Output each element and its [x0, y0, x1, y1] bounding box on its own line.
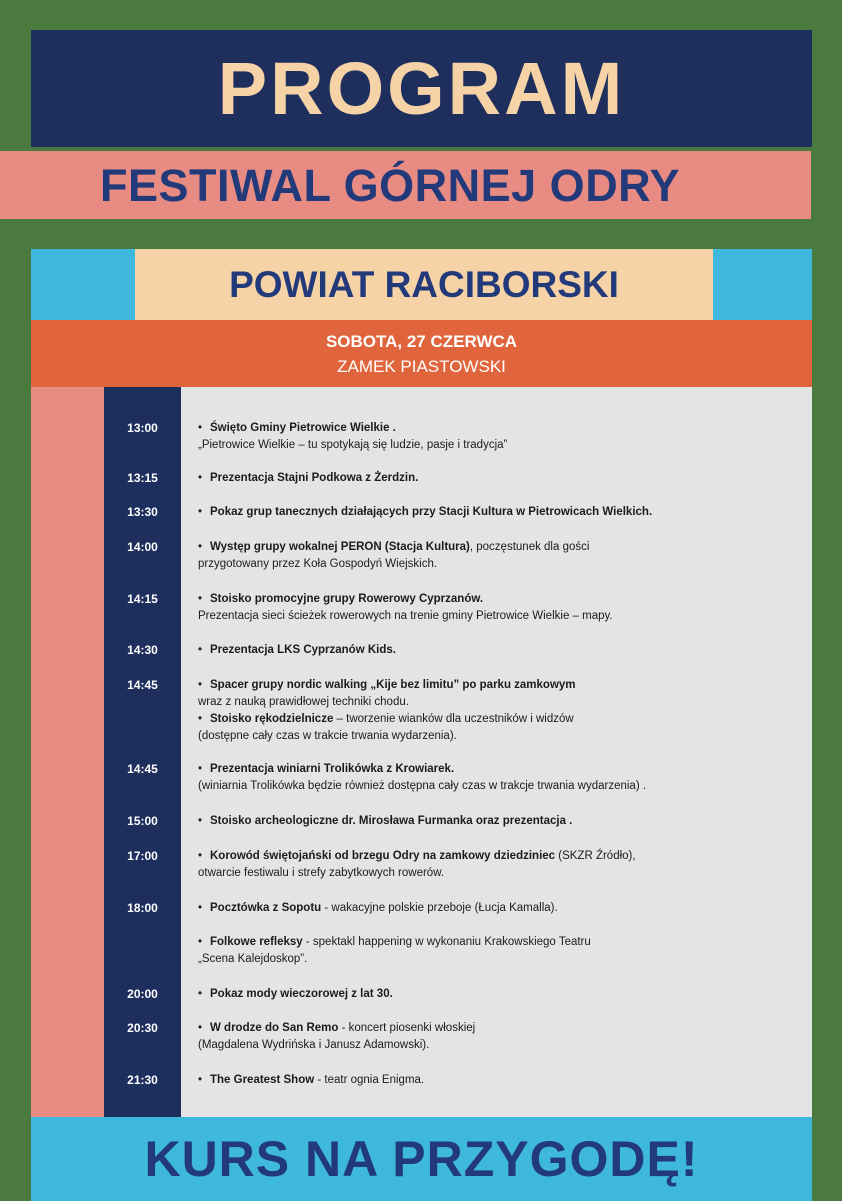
- description-line: [198, 591, 798, 608]
- schedule-time: 14:45: [127, 678, 158, 692]
- event-venue: ZAMEK PIASTOWSKI: [337, 356, 506, 376]
- activity-detail: „Pietrowice Wielkie – tu spotykają się ludzie, pasje i tradycja”: [198, 439, 508, 451]
- bullet-icon: •: [198, 472, 203, 484]
- bullet-icon: •: [198, 713, 203, 725]
- bullet-icon: •: [198, 506, 203, 518]
- description-line: [198, 437, 798, 454]
- schedule-description: [198, 470, 798, 487]
- description-line: [198, 1072, 798, 1089]
- schedule-description: [198, 642, 798, 659]
- description-line: [198, 778, 798, 795]
- bullet-icon: •: [198, 1022, 203, 1034]
- activity-name: Korowód świętojański od brzegu Odry na zamkowy dziedziniec: [210, 850, 556, 862]
- activity-detail: otwarcie festiwalu i strefy zabytkowych rowerów.: [198, 867, 445, 879]
- bullet-icon: •: [198, 815, 203, 827]
- schedule-time: 15:00: [127, 814, 158, 828]
- bullet-icon: •: [198, 936, 203, 948]
- activity-detail: - koncert piosenki włoskiej: [338, 1022, 476, 1034]
- activity-name: Święto Gminy Pietrowice Wielkie .: [210, 422, 396, 434]
- schedule-description: [198, 934, 798, 968]
- activity-detail: – tworzenie wianków dla uczestników i widzów: [333, 713, 574, 725]
- schedule-description: [198, 761, 798, 795]
- description-line: [198, 642, 798, 659]
- schedule-time: 17:00: [127, 849, 158, 863]
- description-line: [198, 711, 798, 728]
- description-line: [198, 986, 798, 1003]
- schedule-panel: [181, 387, 812, 1117]
- festival-title: FESTIWAL GÓRNEJ ODRY: [99, 159, 681, 211]
- schedule-time: 13:30: [127, 505, 158, 519]
- schedule-description: [198, 591, 798, 625]
- bullet-icon: •: [198, 541, 203, 553]
- activity-name: Pokaz mody wieczorowej z lat 30.: [210, 988, 393, 1000]
- activity-detail: - teatr ognia Enigma.: [314, 1074, 425, 1086]
- bullet-icon: •: [198, 1074, 203, 1086]
- activity-name: Stoisko rękodzielnicze: [210, 713, 334, 725]
- bullet-icon: •: [198, 422, 203, 434]
- activity-name: Stoisko promocyjne grupy Rowerowy Cyprzanów.: [210, 593, 484, 605]
- description-line: [198, 900, 798, 917]
- schedule-time: 20:00: [127, 987, 158, 1001]
- activity-name: Pocztówka z Sopotu: [210, 902, 322, 914]
- activity-name: Występ grupy wokalnej PERON (Stacja Kultura): [210, 541, 470, 553]
- description-line: [198, 556, 798, 573]
- description-line: [198, 1037, 798, 1054]
- activity-detail: Prezentacja sieci ścieżek rowerowych na trenie gminy Pietrowice Wielkie – mapy.: [198, 610, 613, 622]
- schedule-time: 13:15: [127, 471, 158, 485]
- description-line: [198, 728, 798, 745]
- description-line: [198, 761, 798, 778]
- schedule-description: [198, 900, 798, 917]
- activity-detail: (Magdalena Wydrińska i Janusz Adamowski).: [198, 1039, 430, 1051]
- schedule-description: [198, 677, 798, 745]
- activity-detail: (SKZR Źródło),: [555, 850, 636, 862]
- date-banner: [31, 320, 812, 387]
- program-banner: [31, 30, 812, 147]
- activity-name: Folkowe refleksy: [210, 936, 303, 948]
- festival-banner: [0, 151, 811, 219]
- activity-detail: wraz z nauką prawidłowej techniki chodu.: [198, 696, 409, 708]
- slogan: KURS NA PRZYGODĘ!: [144, 1131, 699, 1187]
- bullet-icon: •: [198, 850, 203, 862]
- activity-detail: przygotowany przez Koła Gospodyń Wiejskich.: [198, 558, 438, 570]
- schedule-time: 14:00: [127, 540, 158, 554]
- activity-detail: - wakacyjne polskie przeboje (Łucja Kamalla).: [321, 902, 558, 914]
- schedule-description: [198, 813, 798, 830]
- schedule-time: 20:30: [127, 1021, 158, 1035]
- county-title: POWIAT RACIBORSKI: [229, 264, 619, 305]
- activity-detail: (dostępne cały czas w trakcie trwania wydarzenia).: [198, 730, 457, 742]
- activity-name: Stoisko archeologiczne dr. Mirosława Furmanka oraz prezentacja .: [210, 815, 573, 827]
- bullet-icon: •: [198, 902, 203, 914]
- program-title: PROGRAM: [217, 46, 626, 130]
- schedule-description: [198, 504, 798, 521]
- schedule-time: 13:00: [127, 421, 158, 435]
- bullet-icon: •: [198, 763, 203, 775]
- description-line: [198, 865, 798, 882]
- activity-detail: , poczęstunek dla gości: [469, 541, 590, 553]
- activity-name: Prezentacja LKS Cyprzanów Kids.: [210, 644, 396, 656]
- schedule-description: [198, 986, 798, 1003]
- activity-name: Prezentacja winiarni Trolikówka z Krowiarek.: [210, 763, 455, 775]
- schedule-description: [198, 420, 798, 454]
- activity-name: Spacer grupy nordic walking „Kije bez limitu” po parku zamkowym: [210, 679, 576, 691]
- slogan-banner: [31, 1117, 812, 1201]
- event-date: SOBOTA, 27 CZERWCA: [325, 331, 518, 351]
- activity-name: Prezentacja Stajni Podkowa z Żerdzin.: [210, 472, 419, 484]
- schedule-time: 14:30: [127, 643, 158, 657]
- bullet-icon: •: [198, 644, 203, 656]
- description-line: [198, 539, 798, 556]
- activity-detail: (winiarnia Trolikówka będzie również dostępna cały czas w trakcje trwania wydarzenia) .: [198, 780, 647, 792]
- description-line: [198, 677, 798, 694]
- activity-detail: - spektakl happening w wykonaniu Krakowskiego Teatru: [302, 936, 591, 948]
- description-line: [198, 504, 798, 521]
- schedule-time: 14:15: [127, 592, 158, 606]
- schedule-description: [198, 1072, 798, 1089]
- schedule-description: [198, 1020, 798, 1054]
- time-column: [104, 387, 181, 1117]
- activity-name: W drodze do San Remo: [210, 1022, 339, 1034]
- bullet-icon: •: [198, 679, 203, 691]
- description-line: [198, 470, 798, 487]
- pink-side-panel: [31, 387, 104, 1117]
- schedule-description: [198, 539, 798, 573]
- activity-detail: „Scena Kalejdoskop”.: [198, 953, 308, 965]
- schedule-description: [198, 848, 798, 882]
- description-line: [198, 694, 798, 711]
- description-line: [198, 951, 798, 968]
- schedule-time: 14:45: [127, 762, 158, 776]
- bullet-icon: •: [198, 593, 203, 605]
- description-line: [198, 848, 798, 865]
- schedule-time: 21:30: [127, 1073, 158, 1087]
- description-line: [198, 813, 798, 830]
- description-line: [198, 934, 798, 951]
- schedule-time: 18:00: [127, 901, 158, 915]
- activity-name: Pokaz grup tanecznych działających przy Stacji Kultura w Pietrowicach Wielkich.: [210, 506, 653, 518]
- description-line: [198, 608, 798, 625]
- description-line: [198, 1020, 798, 1037]
- description-line: [198, 420, 798, 437]
- county-banner: [135, 249, 713, 320]
- bullet-icon: •: [198, 988, 203, 1000]
- activity-name: The Greatest Show: [210, 1074, 315, 1086]
